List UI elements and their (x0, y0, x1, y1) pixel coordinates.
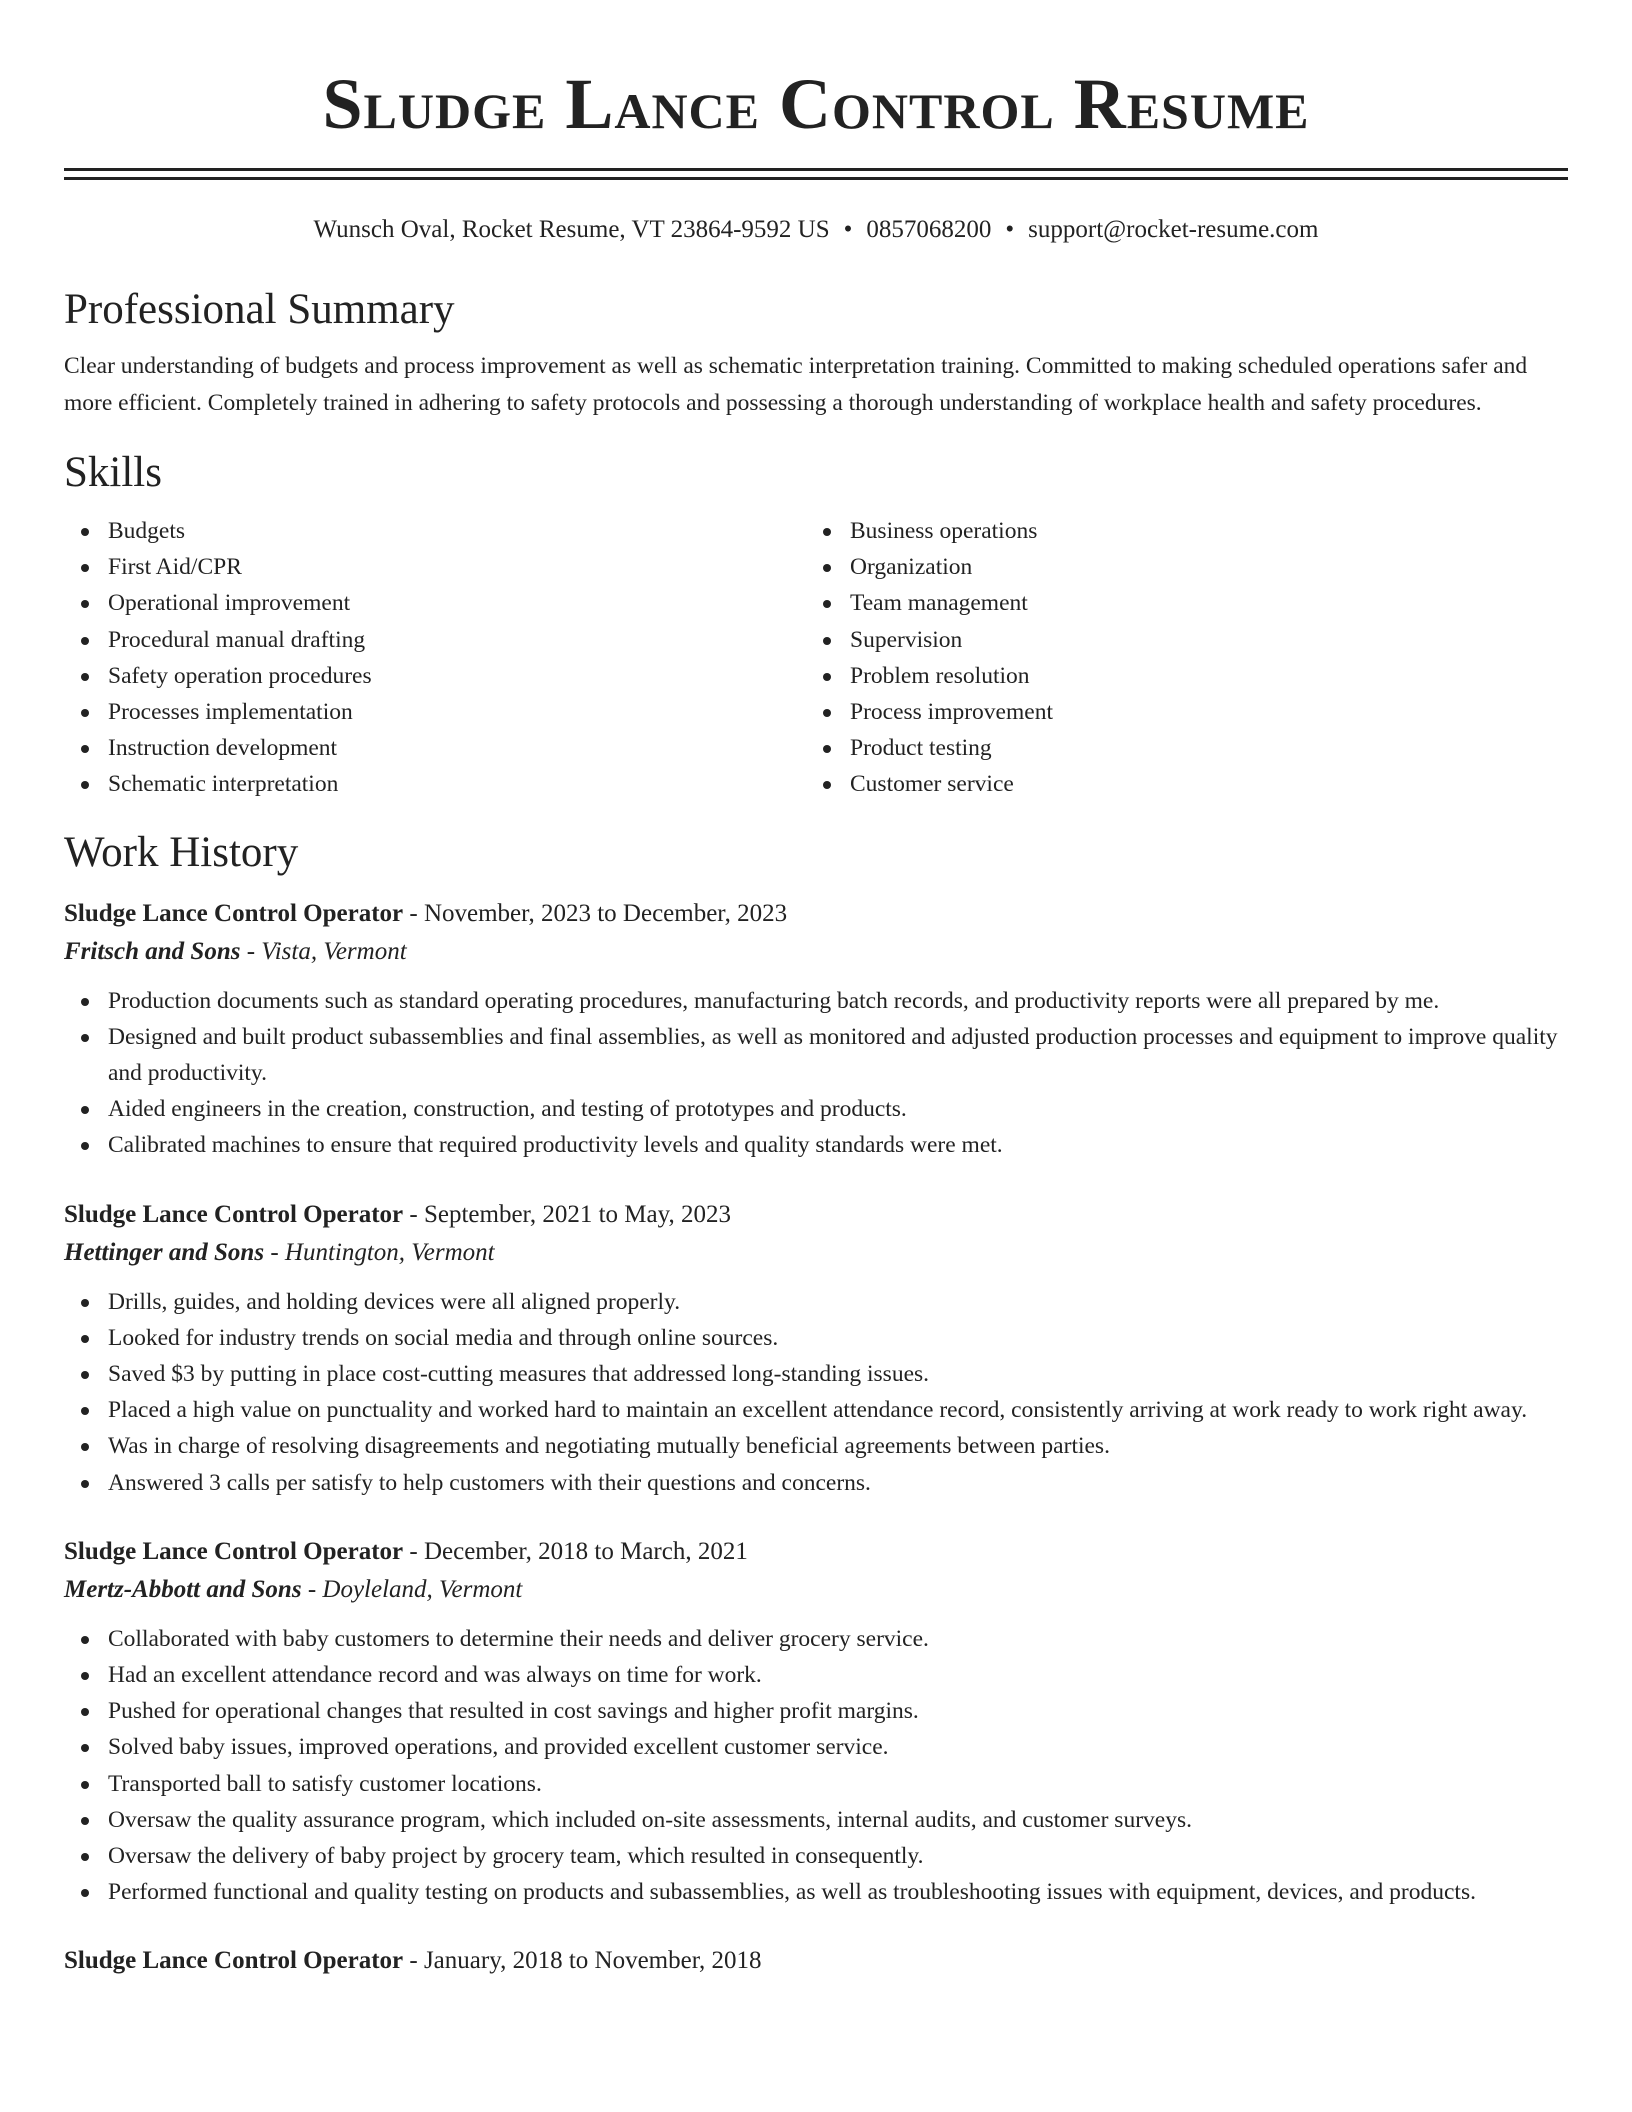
contact-phone: 0857068200 (866, 216, 992, 243)
job-bullet: Aided engineers in the creation, construction, and testing of prototypes and products. (64, 1091, 1568, 1127)
job-company: Hettinger and Sons (64, 1238, 265, 1266)
job-bullets (64, 983, 1568, 1164)
skill-item: Safety operation procedures (64, 658, 806, 694)
job-location: Doyleland, Vermont (322, 1575, 523, 1603)
contact-address: Wunsch Oval, Rocket Resume, VT 23864-9592 US (313, 216, 830, 243)
skill-item: Budgets (64, 513, 806, 549)
skill-item: Process improvement (806, 694, 1548, 730)
skill-item: Customer service (806, 766, 1548, 802)
skill-item: Product testing (806, 730, 1548, 766)
job-company: Fritsch and Sons (64, 937, 241, 965)
job-bullet: Was in charge of resolving disagreements and negotiating mutually beneficial agreements between parties. (64, 1428, 1568, 1464)
job-bullet: Solved baby issues, improved operations, and provided excellent customer service. (64, 1729, 1568, 1765)
job-dates: January, 2018 to November, 2018 (423, 1947, 762, 1975)
job-role: Sludge Lance Control Operator (64, 899, 404, 927)
job-employer-line: Fritsch and Sons - Vista, Vermont (64, 937, 407, 965)
skills-column-right (806, 513, 1548, 803)
skill-item: Supervision (806, 622, 1548, 658)
job-bullet: Transported ball to satisfy customer locations. (64, 1766, 1568, 1802)
job-company: Mertz-Abbott and Sons (64, 1575, 302, 1603)
job-bullet: Had an excellent attendance record and was always on time for work. (64, 1657, 1568, 1693)
skills-heading: Skills (64, 449, 162, 496)
skill-item: Business operations (806, 513, 1548, 549)
skill-item: Team management (806, 585, 1548, 621)
resume-title: Sludge Lance Control Resume (322, 64, 1310, 144)
job-title-line: Sludge Lance Control Operator - November, 2023 to December, 2023 (64, 899, 788, 927)
skill-item: Problem resolution (806, 658, 1548, 694)
work-history-heading: Work History (64, 828, 299, 876)
skills-list (64, 513, 1568, 803)
skill-item: Schematic interpretation (64, 766, 806, 802)
job-bullet: Drills, guides, and holding devices were all aligned properly. (64, 1284, 1568, 1320)
job-role: Sludge Lance Control Operator (64, 1200, 404, 1228)
job-bullet: Looked for industry trends on social media and through online sources. (64, 1320, 1568, 1356)
job-employer-line: Hettinger and Sons - Huntington, Vermont (64, 1238, 495, 1266)
skill-item: Organization (806, 549, 1548, 585)
job-title-line: Sludge Lance Control Operator - September, 2021 to May, 2023 (64, 1200, 732, 1228)
job-title-line: Sludge Lance Control Operator - January, 2018 to November, 2018 (64, 1947, 762, 1975)
job-dates: September, 2021 to May, 2023 (423, 1200, 732, 1228)
skill-item: Processes implementation (64, 694, 806, 730)
contact-separator: • (843, 216, 853, 243)
job-location: Vista, Vermont (261, 937, 407, 965)
job-dates: December, 2018 to March, 2021 (423, 1537, 748, 1565)
title-divider-thick (64, 168, 1568, 171)
summary-text: Clear understanding of budgets and process improvement as well as schematic interpretation training. Committed to making scheduled operations safer and more efficient. Completely trained in adhering to safety protocols and possessing a thorough understanding of workplace health and safety procedures. (64, 353, 1528, 416)
job-bullet: Collaborated with baby customers to determine their needs and deliver grocery service. (64, 1621, 1568, 1657)
skill-item: First Aid/CPR (64, 549, 806, 585)
job-bullet: Calibrated machines to ensure that required productivity levels and quality standards were met. (64, 1127, 1568, 1163)
job-employer-line: Mertz-Abbott and Sons - Doyleland, Vermont (64, 1575, 523, 1603)
job-bullet: Pushed for operational changes that resulted in cost savings and higher profit margins. (64, 1693, 1568, 1729)
job-bullet: Saved $3 by putting in place cost-cutting measures that addressed long-standing issues. (64, 1356, 1568, 1392)
skill-item: Procedural manual drafting (64, 622, 806, 658)
job-role: Sludge Lance Control Operator (64, 1947, 404, 1975)
job-bullet: Designed and built product subassemblies and final assemblies, as well as monitored and adjusted production processes and equipment to improve quality and productivity. (64, 1019, 1568, 1091)
job-entry (64, 1533, 1568, 1911)
job-location: Huntington, Vermont (284, 1238, 495, 1266)
job-bullet: Production documents such as standard operating procedures, manufacturing batch records, and productivity reports were all prepared by me. (64, 983, 1568, 1019)
summary-heading: Professional Summary (64, 286, 455, 333)
job-entry (64, 1196, 1568, 1501)
job-bullet: Oversaw the delivery of baby project by grocery team, which resulted in consequently. (64, 1838, 1568, 1874)
job-bullet: Performed functional and quality testing on products and subassemblies, as well as troubleshooting issues with equipment, devices, and products. (64, 1874, 1568, 1910)
skills-column-left (64, 513, 806, 803)
title-divider-thin (64, 177, 1568, 180)
job-dates: November, 2023 to December, 2023 (423, 899, 788, 927)
job-bullets (64, 1284, 1568, 1501)
job-bullets (64, 1621, 1568, 1911)
contact-line (64, 214, 1568, 246)
job-role: Sludge Lance Control Operator (64, 1537, 404, 1565)
job-entry (64, 1942, 1568, 1980)
contact-separator: • (1005, 216, 1015, 243)
contact-email: support@rocket-resume.com (1028, 216, 1319, 243)
job-bullet: Answered 3 calls per satisfy to help customers with their questions and concerns. (64, 1465, 1568, 1501)
skill-item: Operational improvement (64, 585, 806, 621)
resume-page (64, 0, 1568, 1980)
job-bullet: Placed a high value on punctuality and worked hard to maintain an excellent attendance record, consistently arriving at work ready to work right away. (64, 1392, 1568, 1428)
skill-item: Instruction development (64, 730, 806, 766)
job-title-line: Sludge Lance Control Operator - December, 2018 to March, 2021 (64, 1537, 748, 1565)
job-entry (64, 895, 1568, 1164)
job-bullet: Oversaw the quality assurance program, which included on-site assessments, internal audits, and customer surveys. (64, 1802, 1568, 1838)
